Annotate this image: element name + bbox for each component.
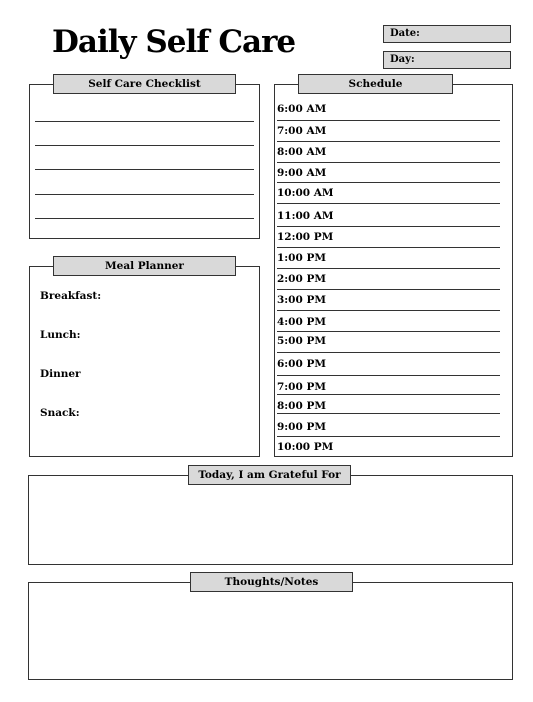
- time-slot-label: 5:00 PM: [277, 335, 326, 347]
- time-slot-line[interactable]: [277, 141, 500, 142]
- page-title: Daily Self Care: [52, 24, 296, 60]
- checklist-line[interactable]: [35, 218, 254, 219]
- time-slot-line[interactable]: [277, 375, 500, 376]
- date-field[interactable]: Date:: [383, 25, 511, 43]
- time-slot-label: 7:00 AM: [277, 125, 327, 137]
- time-slot-line[interactable]: [277, 162, 500, 163]
- grateful-box[interactable]: [28, 475, 513, 565]
- notes-box[interactable]: [28, 582, 513, 680]
- day-field[interactable]: Day:: [383, 51, 511, 69]
- checklist-line[interactable]: [35, 145, 254, 146]
- notes-heading: Thoughts/Notes: [190, 572, 353, 592]
- time-slot-label: 4:00 PM: [277, 316, 326, 328]
- checklist-line[interactable]: [35, 121, 254, 122]
- time-slot-line[interactable]: [277, 247, 500, 248]
- time-slot-label: 6:00 AM: [277, 103, 327, 115]
- time-slot-label: 8:00 AM: [277, 146, 327, 158]
- time-slot-line[interactable]: [277, 331, 500, 332]
- time-slot-label: 1:00 PM: [277, 252, 326, 264]
- checklist-line[interactable]: [35, 169, 254, 170]
- time-slot-line[interactable]: [277, 310, 500, 311]
- time-slot-line[interactable]: [277, 436, 500, 437]
- time-slot-label: 10:00 PM: [277, 441, 334, 453]
- time-slot-label: 10:00 AM: [277, 187, 334, 199]
- meal-label-breakfast: Breakfast:: [40, 290, 102, 302]
- time-slot-label: 7:00 PM: [277, 381, 326, 393]
- time-slot-line[interactable]: [277, 289, 500, 290]
- time-slot-label: 11:00 AM: [277, 210, 334, 222]
- time-slot-label: 2:00 PM: [277, 273, 326, 285]
- meal-label-lunch: Lunch:: [40, 329, 81, 341]
- time-slot-line[interactable]: [277, 203, 500, 204]
- checklist-heading: Self Care Checklist: [53, 74, 236, 94]
- meal-planner-heading: Meal Planner: [53, 256, 236, 276]
- meal-label-snack: Snack:: [40, 407, 80, 419]
- grateful-heading: Today, I am Grateful For: [188, 465, 351, 485]
- time-slot-line[interactable]: [277, 182, 500, 183]
- time-slot-label: 12:00 PM: [277, 231, 334, 243]
- time-slot-label: 9:00 PM: [277, 421, 326, 433]
- time-slot-line[interactable]: [277, 120, 500, 121]
- time-slot-line[interactable]: [277, 226, 500, 227]
- time-slot-label: 3:00 PM: [277, 294, 326, 306]
- time-slot-line[interactable]: [277, 413, 500, 414]
- time-slot-line[interactable]: [277, 268, 500, 269]
- checklist-box: [29, 84, 260, 239]
- checklist-line[interactable]: [35, 194, 254, 195]
- meal-label-dinner: Dinner: [40, 368, 81, 380]
- time-slot-label: 9:00 AM: [277, 167, 327, 179]
- schedule-heading: Schedule: [298, 74, 453, 94]
- time-slot-label: 8:00 PM: [277, 400, 326, 412]
- time-slot-line[interactable]: [277, 352, 500, 353]
- time-slot-line[interactable]: [277, 394, 500, 395]
- time-slot-label: 6:00 PM: [277, 358, 326, 370]
